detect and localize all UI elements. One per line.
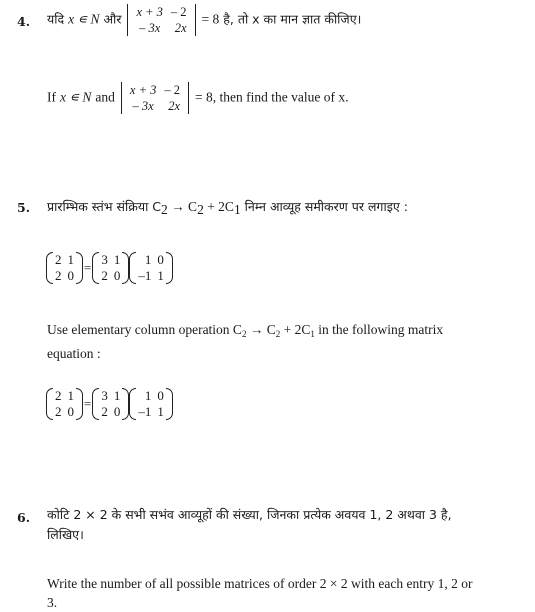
q4-hindi-eq: = 8 [201, 11, 220, 27]
equals-sign: = [84, 396, 92, 411]
matrix-cell: 1 [113, 388, 121, 403]
q5-en-suffix: in the following matrix equation : [47, 322, 444, 361]
matrix-cell: 0 [113, 268, 121, 283]
det-cell: 2x [168, 99, 180, 113]
matrix-cell: 1 [157, 404, 164, 419]
equals-sign: = [84, 260, 92, 275]
det-cell: – 2 [170, 5, 187, 19]
matrix-cell: 0 [157, 252, 164, 267]
op-arrow: → C [167, 199, 198, 214]
matrix-cell: 2 [101, 404, 108, 419]
q4-en-var: x ∊ N [59, 89, 92, 105]
matrix-cell: 2 [55, 388, 62, 403]
subscript: 1 [310, 329, 315, 339]
q5-en-text: Use elementary column operation C [47, 322, 242, 337]
matrix-a [46, 252, 83, 284]
matrix-cell: 2 [55, 268, 62, 283]
matrix-b [92, 388, 129, 420]
op-arrow: → C [246, 322, 276, 337]
question-number-5: 5. [17, 200, 31, 215]
subscript: 2 [275, 329, 281, 339]
q4-en-eq: = 8 [194, 89, 213, 105]
matrix-a [46, 388, 83, 420]
matrix-cell: 1 [113, 252, 121, 267]
q6-hindi-text: कोटि 2 × 2 के सभी सभंव आव्यूहों की संख्या, जिनका प्रत्येक अवयव 1, 2 अथवा 3 है, लिखिए। [47, 507, 452, 542]
q4-hindi-var: x ∊ N [68, 11, 100, 27]
q6-english-text: Write the number of all possible matrices of order 2 × 2 with each entry 1, 2 or 3. [47, 576, 473, 610]
matrix-b [92, 252, 129, 284]
q5-matrix-equation-1 [46, 252, 173, 284]
q4-hindi-and: और [103, 11, 122, 27]
det-cell: 2x [174, 21, 187, 35]
matrix-c [129, 252, 173, 284]
subscript: 2 [197, 202, 204, 217]
matrix-cell: 1 [67, 252, 74, 267]
matrix-cell: 1 [144, 388, 152, 403]
matrix-cell: 1 [67, 388, 74, 403]
matrix-cell: 3 [101, 252, 108, 267]
q5-hindi-text: प्रारम्भिक स्तंभ संक्रिया C [47, 199, 162, 214]
matrix-cell: 2 [55, 404, 62, 419]
det-cell: – 3x [139, 21, 161, 35]
matrix-cell: –1 [138, 268, 152, 283]
det-cell: x + 3 [136, 5, 163, 19]
matrix-cell: 1 [144, 252, 152, 267]
q4-english-line [47, 82, 348, 114]
matrix-cell: –1 [138, 404, 152, 419]
matrix-cell: 0 [67, 404, 74, 419]
q4-hindi-prefix: यदि [47, 11, 65, 27]
q4-en-and: and [95, 89, 115, 105]
matrix-cell: 2 [55, 252, 62, 267]
subscript: 1 [233, 202, 241, 217]
q5-hindi-suffix: निम्न आव्यूह समीकरण पर लगाइए : [240, 199, 408, 214]
q5-english-text [47, 320, 487, 363]
q4-determinant-english [121, 82, 189, 114]
matrix-c [129, 388, 173, 420]
q4-en-prefix: If [47, 89, 56, 105]
matrix-cell: 3 [101, 388, 108, 403]
det-cell: x + 3 [129, 83, 157, 97]
matrix-cell: 1 [157, 268, 164, 283]
matrix-cell: 0 [157, 388, 164, 403]
op-plus: + 2C [203, 199, 234, 214]
q4-determinant-hindi [127, 4, 195, 36]
subscript: 2 [161, 202, 168, 217]
matrix-cell: 0 [67, 268, 74, 283]
q4-en-suffix: , then find the value of x. [212, 89, 349, 105]
det-cell: – 2 [164, 83, 180, 97]
question-number-6: 6. [17, 510, 31, 525]
q5-hindi-line [47, 198, 408, 218]
subscript: 2 [241, 329, 247, 339]
matrix-cell: 2 [101, 268, 108, 283]
q4-hindi-suffix: है, तो x का मान ज्ञात कीजिए। [223, 11, 362, 27]
question-number-4: 4. [17, 14, 31, 29]
op-plus: + 2C [280, 322, 311, 337]
det-cell: – 3x [132, 99, 154, 113]
q4-hindi-line [47, 4, 361, 36]
q5-matrix-equation-2 [46, 388, 173, 420]
matrix-cell: 0 [113, 404, 121, 419]
